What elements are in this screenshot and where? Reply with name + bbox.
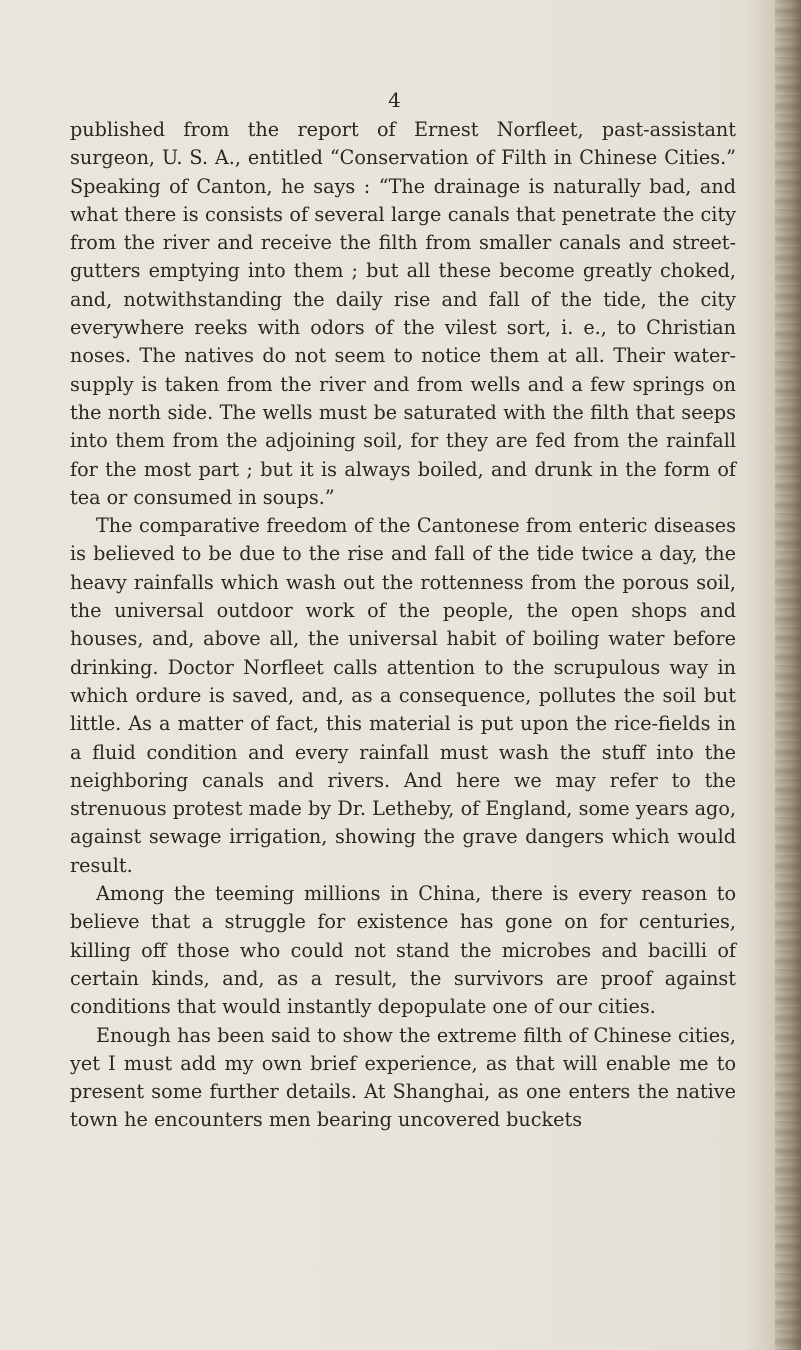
paragraph-1: published from the report of Ernest Norfleet, past-assistant surgeon, U. S. A., entitled “Conservation of Filth in Chinese Cities.” Speaking of Canton, he says : “The drainage is naturally bad, and what there is consists of several large canals that penetrate the city from the river and receive the filth from smaller canals and street-gutters emptying into them ; but all these become greatly choked, and, notwithstanding the daily rise and fall of the tide, the city everywhere reeks with odors of the vilest sort, i. e., to Christian noses. The natives do not seem to notice them at all. Their water-supply is taken from the river and from wells and a few springs on the north side. The wells must be saturated with the filth that seeps into them from the adjoining soil, for they are fed from the rainfall for the most part ; but it is always boiled, and drunk in the form of tea or consumed in soups.”	[70, 118, 736, 509]
paragraph-3: Among the teeming millions in China, there is every reason to believe that a struggle for existence has gone on for centuries, killing off those who could not stand the microbes and bacilli of certain kinds, and, as a result, the survivors are proof against conditions that would instantly depopulate one of our cities.	[70, 882, 736, 1019]
body-text	[70, 116, 736, 1135]
paragraph-2: The comparative freedom of the Cantonese from enteric diseases is believed to be due to the rise and fall of the tide twice a day, the heavy rainfalls which wash out the rottenness from the porous soil, the universal outdoor work of the people, the open shops and houses, and, above all, the universal habit of boiling water before drinking. Doctor Norfleet calls attention to the scrupulous way in which ordure is saved, and, as a consequence, pollutes the soil but little. As a matter of fact, this material is put upon the rice-fields in a fluid condition and every rainfall must wash the stuff into the neighboring canals and rivers. And here we may refer to the strenuous protest made by Dr. Letheby, of England, some years ago, against sewage irrigation, showing the grave dangers which would result.	[70, 514, 736, 877]
paragraph-4: Enough has been said to show the extreme filth of Chinese cities, yet I must add my own brief experience, as that will enable me to present some further details. At Shanghai, as one enters the native town he encounters men bearing uncovered buckets	[70, 1023, 736, 1132]
page-edge-shadow	[775, 0, 801, 1350]
page-number: 4	[388, 88, 401, 112]
